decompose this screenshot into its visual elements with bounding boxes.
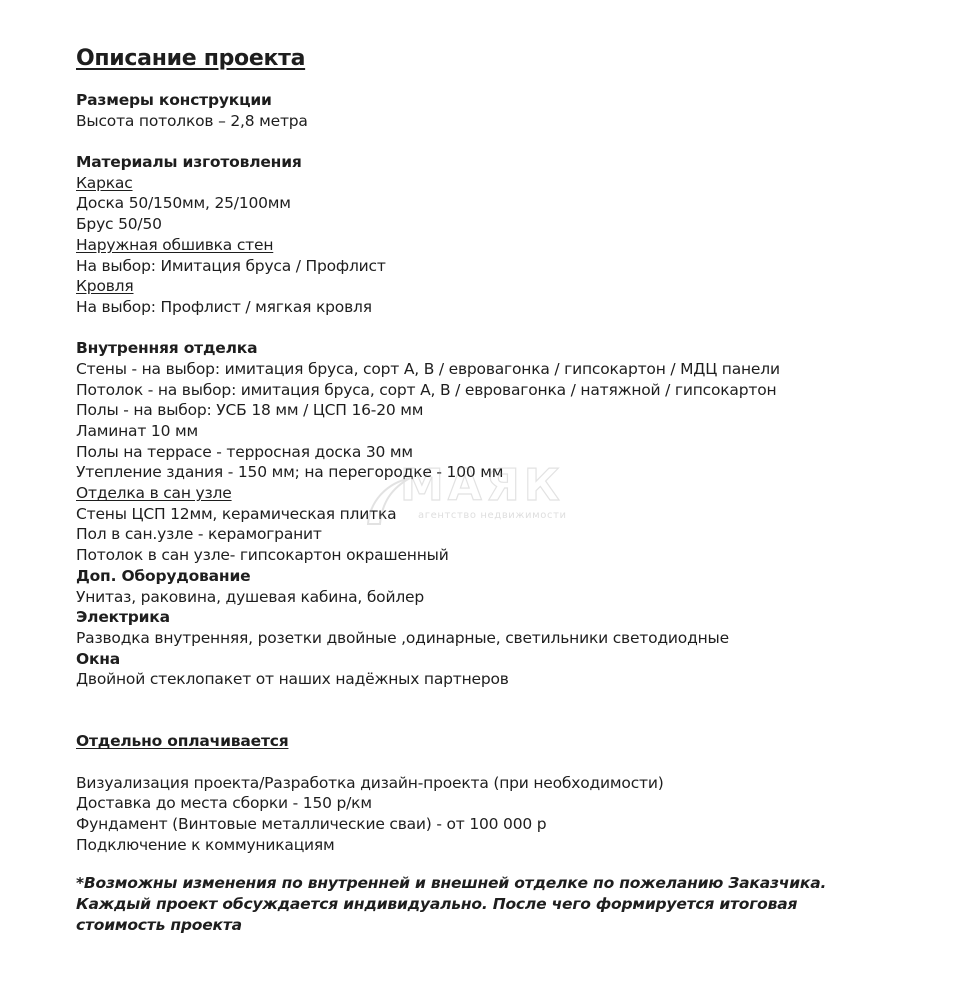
list-item: Ламинат 10 мм <box>76 422 198 440</box>
page-title: Описание проекта <box>76 46 306 71</box>
section-heading: Внутренняя отделка <box>76 339 258 358</box>
list-item: Высота потолков – 2,8 метра <box>76 111 308 130</box>
list-item: Доставка до места сборки - 150 р/км <box>76 794 372 813</box>
list-item: Доска 50/150мм, 25/100мм <box>76 194 291 213</box>
section-heading: Электрика <box>76 608 170 627</box>
list-item: Стены ЦСП 12мм, керамическая плитка <box>76 504 397 523</box>
section-electrics <box>76 607 936 648</box>
list-item: На выбор: Профлист / мягкая кровля <box>76 297 372 316</box>
footnote-line: Каждый проект обсуждается индивидуально. После чего формируется итоговая <box>76 895 798 914</box>
section-extra-costs <box>76 731 936 855</box>
watermark-brand: МАЯК <box>400 460 564 511</box>
subsection-label: Отделка в сан узле <box>76 484 232 503</box>
section-interior <box>76 338 936 566</box>
section-sizes <box>76 90 936 131</box>
list-item: Унитаз, раковина, душевая кабина, бойлер <box>76 587 425 606</box>
list-item: Потолок в сан узле- гипсокартон окрашенный <box>76 546 449 565</box>
list-item: Полы - на выбор: УСБ 18 мм / ЦСП 16-20 мм <box>76 401 424 420</box>
subsection-label: Кровля <box>76 277 134 296</box>
section-materials <box>76 152 936 318</box>
subsection-label: Наружная обшивка стен <box>76 235 274 254</box>
section-heading: Отдельно оплачивается <box>76 732 289 751</box>
section-windows <box>76 649 936 690</box>
subsection-label: Каркас <box>76 173 133 192</box>
list-item: Подключение к коммуникациям <box>76 835 335 854</box>
footnote-line: стоимость проекта <box>76 916 242 935</box>
footnote-line: *Возможны изменения по внутренней и внешней отделке по пожеланию Заказчика. <box>76 874 827 893</box>
list-item: Визуализация проекта/Разработка дизайн-проекта (при необходимости) <box>76 773 664 792</box>
list-item: Двойной стеклопакет от наших надёжных партнеров <box>76 670 509 689</box>
list-item: Потолок - на выбор: имитация бруса, сорт А, В / евровагонка / натяжной / гипсокартон <box>76 380 777 399</box>
section-heading: Окна <box>76 649 121 668</box>
section-heading: Размеры конструкции <box>76 91 272 109</box>
list-item: На выбор: Имитация бруса / Профлист <box>76 256 386 275</box>
list-item: Стены - на выбор: имитация бруса, сорт А, В / евровагонка / гипсокартон / МДЦ панели <box>76 359 780 378</box>
list-item: Разводка внутренняя, розетки двойные ,одинарные, светильники светодиодные <box>76 628 729 647</box>
section-heading: Материалы изготовления <box>76 153 302 172</box>
section-heading: Доп. Оборудование <box>76 566 251 585</box>
list-item: Утепление здания - 150 мм; на перегородке - 100 мм <box>76 463 504 482</box>
watermark-tagline: агентство недвижимости <box>418 510 567 521</box>
project-description-document <box>76 44 936 936</box>
list-item: Брус 50/50 <box>76 215 162 234</box>
footnote <box>76 873 936 936</box>
section-equipment <box>76 566 936 607</box>
list-item: Полы на террасе - терросная доска 30 мм <box>76 442 413 461</box>
list-item: Фундамент (Винтовые металлические сваи) - от 100 000 р <box>76 815 547 834</box>
list-item: Пол в сан.узле - керамогранит <box>76 525 322 544</box>
